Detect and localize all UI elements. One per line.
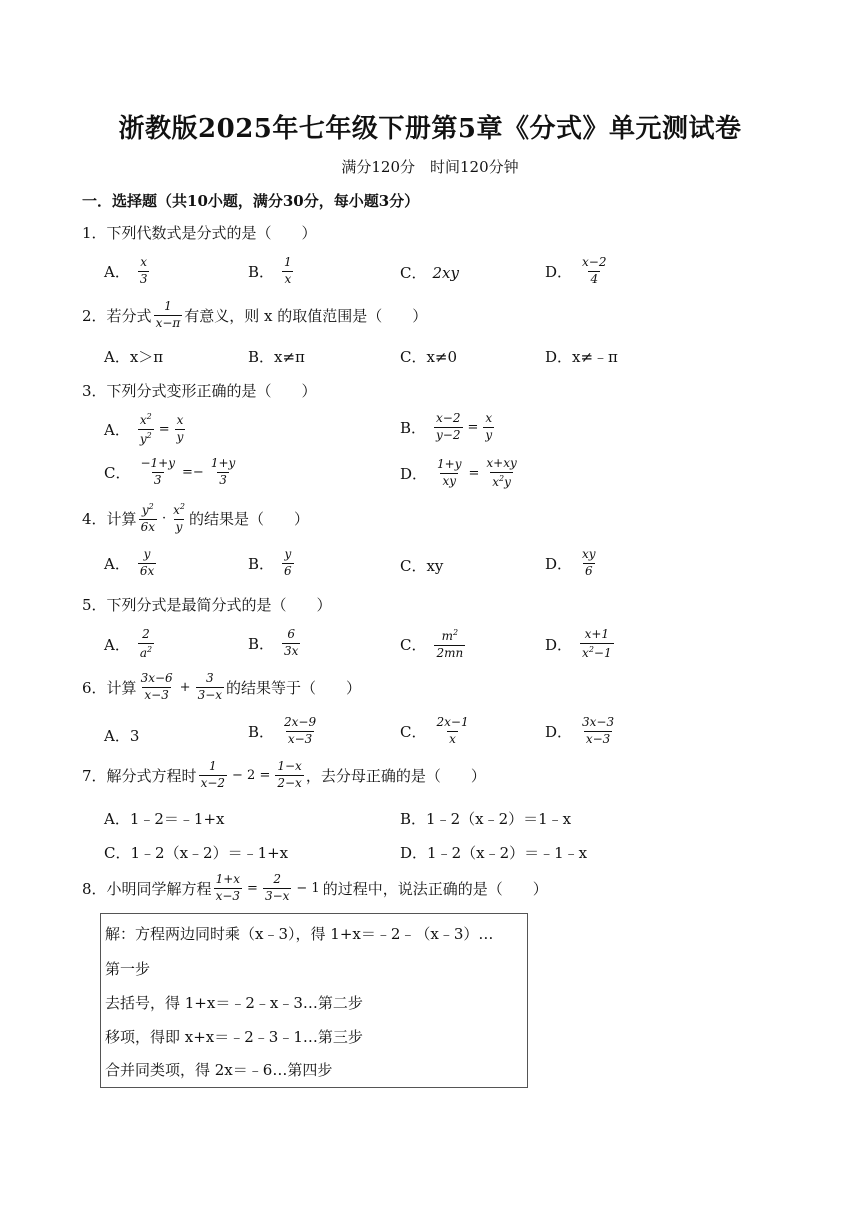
q5-option-c: C． $\frac{m^2}{2mn}$ bbox=[400, 628, 464, 660]
q6-option-b: B． $\frac{2x-9}{x-3}$ bbox=[248, 715, 317, 746]
q3-option-b: B． $\frac{x-2}{y-2}$ = $\frac{x}{y}$ bbox=[400, 411, 493, 442]
question-6: 6． 计算 $\frac{3x-6}{x-3}$ + $\frac{3}{3-x}$ 的结果等于（ ） bbox=[82, 671, 362, 702]
solution-line-3: 去括号，得 1+x＝﹣2﹣x﹣3…第二步 bbox=[105, 994, 363, 1012]
q1-option-b: B． $\frac{1}{x}$ bbox=[248, 255, 292, 286]
page-title: 浙教版2025年七年级下册第5章《分式》单元测试卷 bbox=[118, 114, 742, 144]
q2-option-d: D．x≠﹣π bbox=[545, 348, 618, 366]
question-7: 7． 解分式方程时 $\frac{1}{x-2}$ − 2 = $\frac{1-x}{2-x}$ ，去分母正确的是（ ） bbox=[82, 759, 486, 790]
q4-option-a: A． $\frac{y}{6x}$ bbox=[104, 547, 155, 578]
solution-line-1: 解：方程两边同时乘（x﹣3），得 1+x＝﹣2﹣（x﹣3）… bbox=[105, 925, 494, 943]
question-1: 1． 下列代数式是分式的是（ ） bbox=[82, 224, 317, 242]
q5-option-d: D． $\frac{x+1}{x^2-1}$ bbox=[545, 627, 612, 660]
section-heading: 一．选择题（共10小题，满分30分，每小题3分） bbox=[82, 192, 420, 210]
q1-option-a: A． $\frac{x}{3}$ bbox=[104, 255, 148, 286]
question-8: 8． 小明同学解方程 $\frac{1+x}{x-3}$ = $\frac{2}{3-x}$ − 1 的过程中，说法正确的是（ ） bbox=[82, 872, 548, 903]
question-4: 4． 计算 $\frac{y^2}{6x}$ · $\frac{x^2}{y}$ 的结果是（ ） bbox=[82, 502, 309, 534]
question-5: 5． 下列分式是最简分式的是（ ） bbox=[82, 596, 332, 614]
q7-option-c: C．1﹣2（x﹣2）＝﹣1+x bbox=[104, 844, 289, 862]
q6-option-a: A．3 bbox=[104, 727, 140, 745]
q2-option-b: B．x≠π bbox=[248, 348, 305, 366]
q3-option-d: D． $\frac{1+y}{xy}$ = $\frac{x+xy}{x^2y}$ bbox=[400, 456, 517, 489]
q3-option-c: C． $\frac{-1+y}{3}$ =− $\frac{1+y}{3}$ bbox=[104, 456, 236, 487]
q7-option-d: D．1﹣2（x﹣2）＝﹣1﹣x bbox=[400, 844, 588, 862]
q5-option-b: B． $\frac{6}{3x}$ bbox=[248, 627, 299, 658]
q4-option-d: D． $\frac{xy}{6}$ bbox=[545, 547, 596, 578]
solution-line-2: 第一步 bbox=[105, 960, 151, 978]
q6-option-d: D． $\frac{3x-3}{x-3}$ bbox=[545, 715, 615, 746]
q4-option-b: B． $\frac{y}{6}$ bbox=[248, 547, 292, 578]
q1-option-c: C． 2xy bbox=[400, 263, 459, 282]
solution-line-4: 移项，得即 x+x＝﹣2﹣3﹣1…第三步 bbox=[105, 1028, 363, 1046]
q2-option-c: C．x≠0 bbox=[400, 348, 458, 366]
q4-option-c: C．xy bbox=[400, 557, 444, 575]
q6-option-c: C． $\frac{2x-1}{x}$ bbox=[400, 715, 469, 746]
page-subtitle: 满分120分 时间120分钟 bbox=[341, 158, 519, 176]
q5-option-a: A． $\frac{2}{a^2}$ bbox=[104, 627, 153, 660]
q3-option-a: A． $\frac{x^2}{y^2}$ = $\frac{x}{y}$ bbox=[104, 412, 184, 446]
solution-box bbox=[100, 913, 528, 1088]
question-3: 3． 下列分式变形正确的是（ ） bbox=[82, 382, 317, 400]
q7-option-a: A．1﹣2＝﹣1+x bbox=[104, 810, 225, 828]
q2-option-a: A．x＞π bbox=[104, 348, 164, 366]
question-2: 2． 若分式 $\frac{1}{x-\pi}$ 有意义，则 x 的取值范围是（ ） bbox=[82, 299, 428, 330]
solution-line-5: 合并同类项，得 2x＝﹣6…第四步 bbox=[105, 1061, 333, 1079]
q7-option-b: B．1﹣2（x﹣2）＝1﹣x bbox=[400, 810, 572, 828]
q1-option-d: D． $\frac{x-2}{4}$ bbox=[545, 255, 607, 286]
